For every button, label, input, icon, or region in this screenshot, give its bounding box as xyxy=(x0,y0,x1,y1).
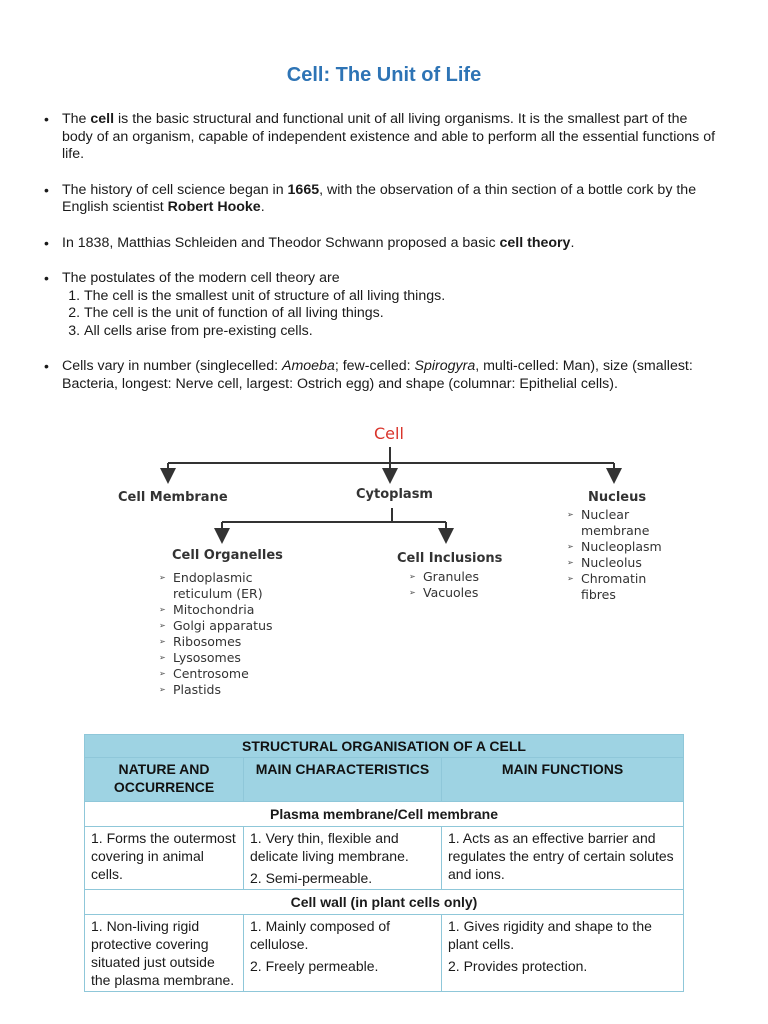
text: The postulates of the modern cell theory are xyxy=(62,270,340,286)
cell-text: 2. Semi-permeable. xyxy=(250,870,373,886)
list-item: 3. All cells arise from pre-existing cells. xyxy=(84,323,716,341)
section-header: Cell wall (in plant cells only) xyxy=(85,890,684,915)
diagram-root-label: Cell xyxy=(374,424,404,443)
table-cell xyxy=(244,827,442,890)
table-cell xyxy=(85,915,244,992)
list-item: ➢ Granules xyxy=(409,569,509,585)
cell-text: 1. Non-living rigid protective covering situated just outside the plasma membrane. xyxy=(91,918,235,988)
text: is the basic structural and functional unit of all living organisms. It is the smallest part of the body of an organism, capable of independent existence and able to perform all the essential functions of life. xyxy=(62,111,716,162)
bold-term: cell xyxy=(90,111,115,127)
bullet-cell-definition xyxy=(44,111,716,164)
list-item: ➢ Plastids xyxy=(159,682,289,698)
bullet-postulates xyxy=(44,270,716,340)
column-header: MAIN CHARACTERISTICS xyxy=(244,758,442,802)
table-cell xyxy=(442,915,684,992)
text: ; few-celled: xyxy=(334,358,415,374)
postulate-list xyxy=(62,288,716,341)
nucleus-list xyxy=(567,507,677,603)
column-header: MAIN FUNCTIONS xyxy=(442,758,684,802)
table-row xyxy=(85,915,684,992)
table-cell xyxy=(85,827,244,890)
list-item: ➢ Endoplasmic reticulum (ER) xyxy=(159,570,265,602)
list-item: ➢ Nucleolus xyxy=(567,555,677,571)
cell-text: 1. Mainly composed of cellulose. xyxy=(250,918,391,952)
text: . xyxy=(570,234,575,251)
table-cell xyxy=(244,915,442,992)
text: , multi-celled: Man), size (smallest: Bacteria, longest: Nerve cell, largest: Ostrich egg) and shape (columnar: Epithelial cells). xyxy=(62,358,693,392)
text: , with the observation of a thin section of a bottle cork by the English scientist xyxy=(62,181,697,215)
list-item: ➢ Golgi apparatus xyxy=(159,618,289,634)
organelle-list xyxy=(159,570,289,698)
italic-term: Amoeba xyxy=(282,358,335,374)
text: Cells vary in number (singlecelled: xyxy=(62,358,282,374)
diagram-membrane-label: Cell Membrane xyxy=(118,490,228,505)
table-title: STRUCTURAL ORGANISATION OF A CELL xyxy=(85,735,684,758)
table-cell xyxy=(442,827,684,890)
list-item: ➢ Nucleoplasm xyxy=(567,539,677,555)
cell-text: 1. Forms the outermost covering in animal cells. xyxy=(91,830,236,882)
list-item: 1. The cell is the smallest unit of structure of all living things. xyxy=(84,288,716,306)
list-item: ➢ Mitochondria xyxy=(159,602,289,618)
list-item: ➢ Lysosomes xyxy=(159,650,289,666)
cell-text: 1. Very thin, flexible and delicate living membrane. xyxy=(250,830,409,864)
cell-text: 2. Freely permeable. xyxy=(250,958,379,974)
cell-text: 1. Acts as an effective barrier and regulates the entry of certain solutes and ions. xyxy=(448,830,674,882)
bullet-cell-variation xyxy=(44,358,716,393)
text: The history of cell science began in xyxy=(62,181,288,198)
list-item: ➢ Ribosomes xyxy=(159,634,289,650)
diagram-nucleus-label: Nucleus xyxy=(588,490,647,505)
bullet-list xyxy=(44,111,716,411)
list-item: ➢ Vacuoles xyxy=(409,585,509,601)
italic-term: Spirogyra xyxy=(414,358,476,374)
inclusion-list xyxy=(409,569,509,601)
text: . xyxy=(260,199,265,215)
bullet-cell-theory xyxy=(44,235,716,253)
bullet-history xyxy=(44,182,716,217)
text: In 1838, Matthias Schleiden and Theodor Schwann proposed a basic xyxy=(62,234,500,251)
text: The xyxy=(62,111,91,127)
page-title: Cell: The Unit of Life xyxy=(286,64,482,86)
table-row xyxy=(85,827,684,890)
diagram-inclusions-label: Cell Inclusions xyxy=(397,551,503,566)
bold-name: Robert Hooke xyxy=(167,199,261,215)
diagram-organelles-label: Cell Organelles xyxy=(172,548,283,563)
column-header: NATURE AND OCCURRENCE xyxy=(85,758,244,802)
bold-term: cell theory xyxy=(499,234,571,251)
structure-table xyxy=(84,734,684,992)
diagram-cytoplasm-label: Cytoplasm xyxy=(356,487,433,502)
list-item: 2. The cell is the unit of function of all living things. xyxy=(84,305,716,323)
section-header: Plasma membrane/Cell membrane xyxy=(85,802,684,827)
bold-year: 1665 xyxy=(287,181,320,198)
cell-text: 1. Gives rigidity and shape to the plant cells. xyxy=(448,918,652,952)
cell-text: 2. Provides protection. xyxy=(448,958,588,974)
list-item: ➢ Centrosome xyxy=(159,666,289,682)
list-item: ➢ Chromatin fibres xyxy=(567,571,651,603)
list-item: ➢ Nuclear membrane xyxy=(567,507,651,539)
